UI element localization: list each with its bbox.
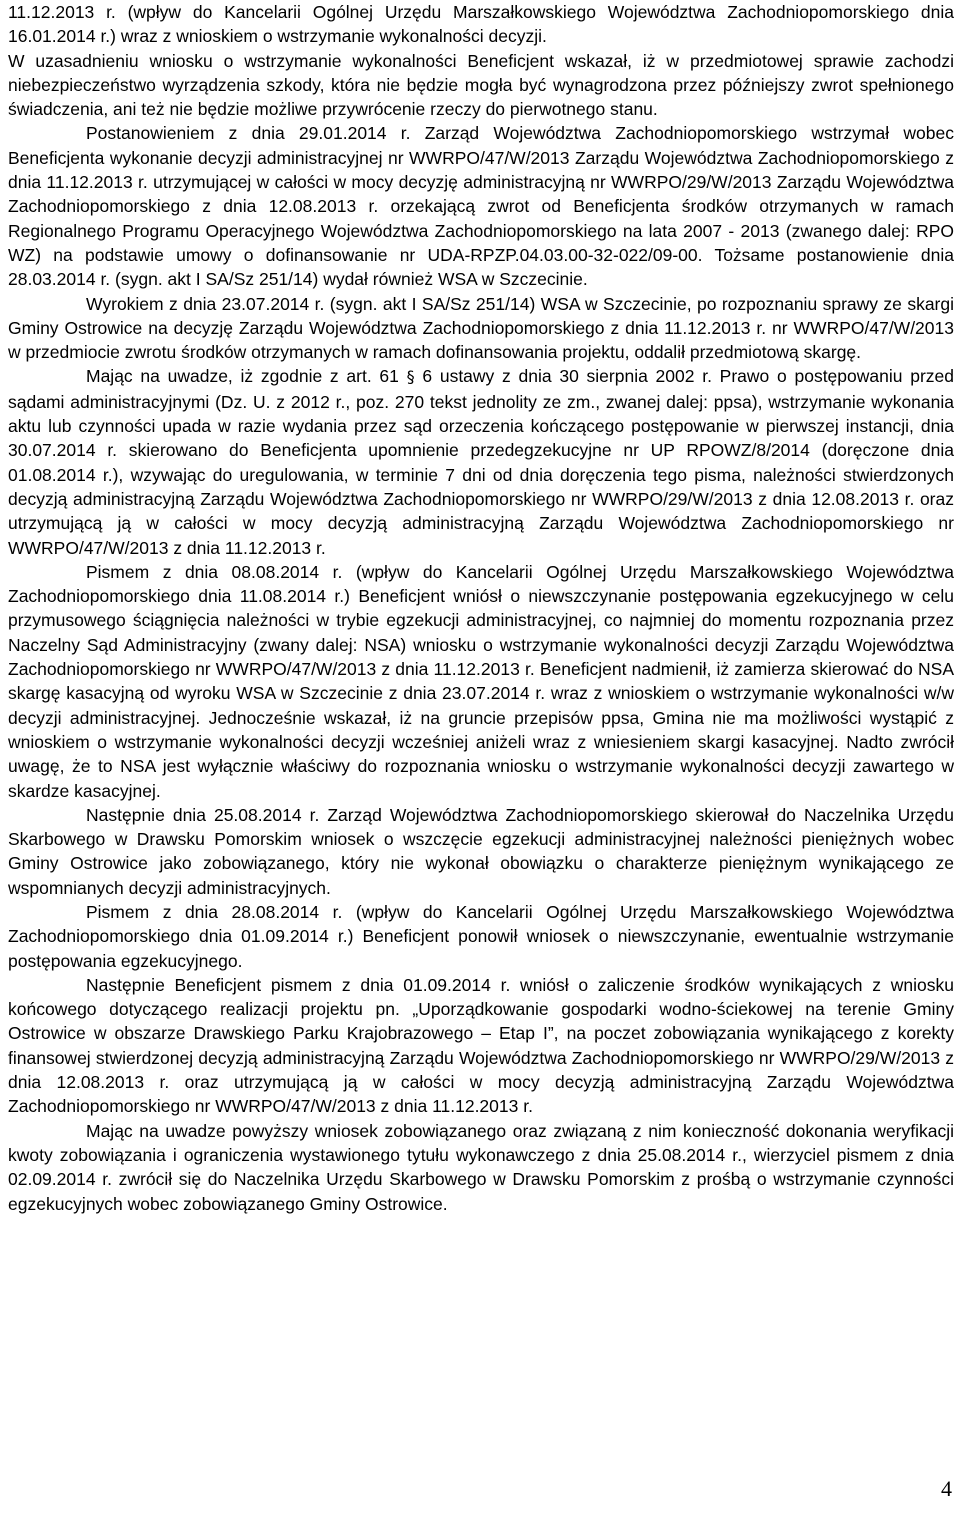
paragraph: [8, 364, 954, 559]
paragraph: Wyrokiem z dnia 23.07.2014 r. (sygn. akt I SA/Sz 251/14) WSA w Szczecinie, po rozpoznaniu sprawy ze skargi Gminy Ostrowice na decyzję Zarządu Województwa Zachodniopomorskiego z dnia 11.12.2013 r. nr WWRPO/47/W/2013 w przedmiocie zwrotu środków otrzymanych w ramach dofinansowania projektu, oddalił przedmiotową skargę.: [8, 293, 954, 363]
paragraph: Następnie dnia 25.08.2014 r. Zarząd Województwa Zachodniopomorskiego skierował do Naczelnika Urzędu Skarbowego w Drawsku Pomorskim wniosek o wszczęcie egzekucji administracyjnej należności pieniężnych wobec Gminy Ostrowice jako zobowiązanego, który nie wykonał obowiązku o charakterze pieniężnym wynikającego ze wspomnianych decyzji administracyjnych.: [8, 804, 954, 898]
paragraph: W uzasadnieniu wniosku o wstrzymanie wykonalności Beneficjent wskazał, iż w przedmiotowej sprawie zachodzi niebezpieczeństwo wyrządzenia szkody, która nie będzie mogła być wynagrodzona przez późniejszy zwrot spełnionego świadczenia, ani też nie będzie możliwe przywrócenie rzeczy do pierwotnego stanu.: [8, 50, 954, 120]
paragraph-text: 6 ustawy z dnia 30 sierpnia 2002 r. Prawo o postępowaniu przed sądami administracyjnymi (Dz. U. z 2012 r., poz. 270 tekst jednolity ze zm., zwanej dalej: ppsa), wstrzymanie wykonania aktu lub czynności upada w razie wydania przez sąd orzeczenia kończącego postępowanie w pierwszej instancji, dnia 30.07.2014 r. skierowano do Beneficjenta upomnienie przedegzekucyjne nr UP RPOWZ/8/2014 (doręczone dnia 01.08.2014 r.), wzywając do uregulowania, w terminie 7 dni od dnia doręczenia tego pisma, należności stwierdzonych decyzją administracyjną Zarządu Województwa Zachodniopomorskiego nr WWRPO/29/W/2013 z dnia 12.08.2013 r. oraz utrzymującą ją w całości w mocy decyzją administracyjną Zarządu Województwa Zachodniopomorskiego nr WWRPO/47/W/2013 z dnia 11.12.2013 r.: [8, 366, 954, 558]
paragraph: Mając na uwadze powyższy wniosek zobowiązanego oraz związaną z nim konieczność dokonania weryfikacji kwoty zobowiązania i ograniczenia wystawionego tytułu wykonawczego z dnia 25.08.2014 r., wierzyciel pismem z dnia 02.09.2014 r. zwrócił się do Naczelnika Urzędu Skarbowego w Drawsku Pomorskim z prośbą o wstrzymanie czynności egzekucyjnych wobec zobowiązanego Gminy Ostrowice.: [8, 1120, 954, 1214]
section-symbol: §: [406, 367, 415, 387]
paragraph: Następnie Beneficjent pismem z dnia 01.09.2014 r. wniósł o zaliczenie środków wynikających z wniosku końcowego dotyczącego realizacji projektu pn. „Uporządkowanie gospodarki wodno-ściekowej na terenie Gminy Ostrowice w obszarze Drawskiego Parku Krajobrazowego – Etap I”, na poczet zobowiązania wynikającego z korekty finansowej stwierdzonej decyzją administracyjną Zarządu Województwa Zachodniopomorskiego nr WWRPO/29/W/2013 z dnia 12.08.2013 r. oraz utrzymującą ją w całości w mocy decyzją administracyjną Zarządu Województwa Zachodniopomorskiego nr WWRPO/47/W/2013 z dnia 11.12.2013 r.: [8, 974, 954, 1117]
paragraph: Postanowieniem z dnia 29.01.2014 r. Zarząd Województwa Zachodniopomorskiego wstrzymał wobec Beneficjenta wykonanie decyzji administracyjnej nr WWRPO/47/W/2013 Zarządu Województwa Zachodniopomorskiego z dnia 11.12.2013 r. utrzymującej w całości w mocy decyzję administracyjną nr WWRPO/29/W/2013 Zarządu Województwa Zachodniopomorskiego z dnia 12.08.2013 r. orzekającą zwrot od Beneficjenta środków otrzymanych w ramach Regionalnego Programu Operacyjnego Województwa Zachodniopomorskiego na lata 2007 - 2013 (zwanego dalej: RPO WZ) na podstawie umowy o dofinansowanie nr UDA-RPZP.04.03.00-32-022/09-00. Tożsame postanowienie dnia 28.03.2014 r. (sygn. akt I SA/Sz 251/14) wydał również WSA w Szczecinie.: [8, 123, 954, 290]
paragraph: Pismem z dnia 28.08.2014 r. (wpływ do Kancelarii Ogólnej Urzędu Marszałkowskiego Województwa Zachodniopomorskiego dnia 01.09.2014 r.) Beneficjent ponowił wniosek o niewszczynanie, ewentualnie wstrzymanie postępowania egzekucyjnego.: [8, 901, 954, 971]
paragraph-text: Mając na uwadze, iż zgodnie z art. 61: [86, 366, 407, 387]
page-number: 4: [941, 1476, 952, 1501]
paragraph: 11.12.2013 r. (wpływ do Kancelarii Ogólnej Urzędu Marszałkowskiego Województwa Zachodniopomorskiego dnia 16.01.2014 r.) wraz z wnioskiem o wstrzymanie wykonalności decyzji.: [8, 2, 954, 47]
document-page: [8, 0, 954, 1216]
paragraph: Pismem z dnia 08.08.2014 r. (wpływ do Kancelarii Ogólnej Urzędu Marszałkowskiego Województwa Zachodniopomorskiego dnia 11.08.2014 r.) Beneficjent wniósł o niewszczynanie postępowania egzekucyjnego w celu przymusowego ściągnięcia należności w trybie egzekucji administracyjnej, co najmniej do momentu rozpoznania przez Naczelny Sąd Administracyjny (zwany dalej: NSA) wniosku o wstrzymanie wykonalności decyzji Zarządu Województwa Zachodniopomorskiego nr WWRPO/47/W/2013 z dnia 11.12.2013 r. Beneficjent nadmienił, iż zamierza skierować do NSA skargę kasacyjną od wyroku WSA w Szczecinie z dnia 23.07.2014 r. wraz z wnioskiem o wstrzymanie wykonalności w/w decyzji administracyjnej. Jednocześnie wskazał, iż na gruncie przepisów ppsa, Gmina nie ma możliwości wystąpić z wnioskiem o wstrzymanie wykonalności decyzji wcześniej aniżeli wraz z wniesieniem skargi kasacyjnej. Nadto zwrócił uwagę, że to NSA jest wyłącznie właściwy do rozpoznania wniosku o wstrzymanie wykonalności decyzji zawartego w skardze kasacyjnej.: [8, 561, 954, 801]
